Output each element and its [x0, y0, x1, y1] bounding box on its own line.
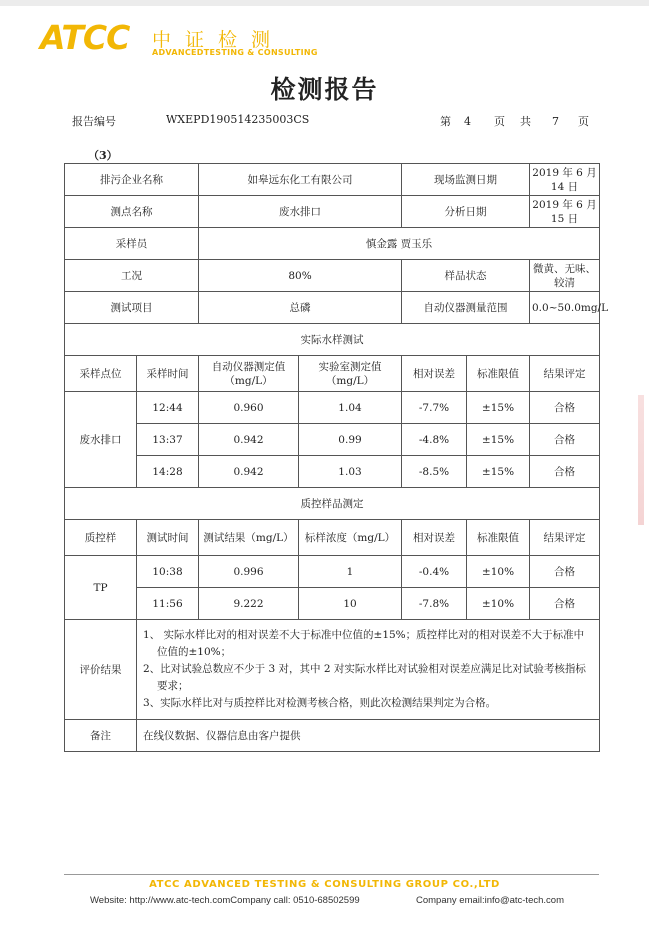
report-no-label: 报告编号 — [72, 115, 116, 128]
atcc-logo — [40, 18, 360, 62]
page-total: 7 — [552, 115, 559, 128]
water-header-lab: 实验室测定值（mg/L） — [299, 356, 402, 392]
water-limit: ±15% — [467, 424, 530, 456]
water-lab: 0.99 — [299, 424, 402, 456]
sample-state-label: 样品状态 — [402, 260, 530, 292]
logo-english-text: ADVANCEDTESTING & CONSULTING — [152, 48, 318, 57]
qc-result: 9.222 — [199, 588, 299, 620]
qc-std: 10 — [299, 588, 402, 620]
evaluation-text — [137, 620, 600, 720]
seal-edge-mark — [638, 395, 644, 525]
qc-header-error: 相对误差 — [402, 520, 467, 556]
evaluation-line: 2、比对试验总数应不少于 3 对，其中 2 对实际水样比对试验相对误差应满足比对试验考核指标要求； — [143, 663, 586, 692]
footer-divider — [64, 874, 599, 875]
point-label: 测点名称 — [65, 196, 199, 228]
section-number: （3） — [88, 149, 118, 162]
test-item-value: 总磷 — [199, 292, 402, 324]
water-header-limit: 标准限值 — [467, 356, 530, 392]
water-time: 13:37 — [137, 424, 199, 456]
report-title: 检测报告 — [270, 75, 379, 104]
qc-limit: ±10% — [467, 588, 530, 620]
water-location: 废水排口 — [65, 392, 137, 488]
analysis-date-label: 分析日期 — [402, 196, 530, 228]
qc-limit: ±10% — [467, 556, 530, 588]
water-header-location: 采样点位 — [65, 356, 137, 392]
page-ye: 页 — [494, 115, 505, 128]
page-info — [440, 113, 600, 129]
qc-result: 0.996 — [199, 556, 299, 588]
qc-eval: 合格 — [530, 556, 600, 588]
table-row — [65, 588, 600, 620]
qc-header-limit: 标准限值 — [467, 520, 530, 556]
condition-label: 工况 — [65, 260, 199, 292]
sampler-value: 慎金露 贾玉乐 — [199, 228, 600, 260]
page-di: 第 — [440, 115, 451, 128]
evaluation-line: 3、实际水样比对与质控样比对检测考核合格，则此次检测结果判定为合格。 — [143, 697, 497, 709]
qc-sample: TP — [65, 556, 137, 620]
qc-header-eval: 结果评定 — [530, 520, 600, 556]
table-row — [65, 556, 600, 588]
qc-time: 11:56 — [137, 588, 199, 620]
qc-header-time: 测试时间 — [137, 520, 199, 556]
enterprise-value: 如皋远东化工有限公司 — [199, 164, 402, 196]
water-time: 12:44 — [137, 392, 199, 424]
water-error: -7.7% — [402, 392, 467, 424]
water-auto: 0.942 — [199, 456, 299, 488]
remark-text: 在线仪数据、仪器信息由客户提供 — [137, 720, 600, 752]
qc-header-std: 标样浓度（mg/L） — [299, 520, 402, 556]
table-row — [65, 424, 600, 456]
logo-chinese-text: 中证检测 — [152, 29, 285, 51]
qc-section-title: 质控样品测定 — [65, 488, 600, 520]
monitor-date-value: 2019 年 6 月 14 日 — [530, 164, 600, 196]
water-lab: 1.04 — [299, 392, 402, 424]
qc-std: 1 — [299, 556, 402, 588]
water-result: 合格 — [530, 392, 600, 424]
monitor-date-label: 现场监测日期 — [402, 164, 530, 196]
range-label: 自动仪器测量范围 — [402, 292, 530, 324]
water-header-result: 结果评定 — [530, 356, 600, 392]
water-time: 14:28 — [137, 456, 199, 488]
range-value: 0.0~50.0mg/L — [530, 292, 600, 324]
point-value: 废水排口 — [199, 196, 402, 228]
top-scan-strip — [0, 0, 649, 6]
water-result: 合格 — [530, 424, 600, 456]
table-row — [65, 456, 600, 488]
evaluation-line: 1、 实际水样比对的相对误差不大于标准中位值的±15%；质控样比对的相对误差不大于标准中位值的±10%； — [143, 629, 585, 658]
water-limit: ±15% — [467, 392, 530, 424]
test-item-label: 测试项目 — [65, 292, 199, 324]
page-ye2: 页 — [578, 115, 589, 128]
water-header-error: 相对误差 — [402, 356, 467, 392]
qc-error: -7.8% — [402, 588, 467, 620]
page-gong: 共 — [520, 115, 531, 128]
page-num: 4 — [464, 115, 471, 128]
water-lab: 1.03 — [299, 456, 402, 488]
evaluation-label: 评价结果 — [65, 620, 137, 720]
water-result: 合格 — [530, 456, 600, 488]
water-header-auto: 自动仪器测定值（mg/L） — [199, 356, 299, 392]
water-auto: 0.960 — [199, 392, 299, 424]
footer-email: Company email:info@atc-tech.com — [416, 895, 564, 906]
analysis-date-value: 2019 年 6 月 15 日 — [530, 196, 600, 228]
qc-time: 10:38 — [137, 556, 199, 588]
table-row — [65, 392, 600, 424]
footer-website: Website: http://www.atc-tech.comCompany call: 0510-68502599 — [90, 895, 360, 906]
qc-header-result: 测试结果（mg/L） — [199, 520, 299, 556]
water-header-time: 采样时间 — [137, 356, 199, 392]
sample-state-value: 微黄、无味、较清 — [530, 260, 600, 292]
enterprise-label: 排污企业名称 — [65, 164, 199, 196]
water-section-title: 实际水样测试 — [65, 324, 600, 356]
qc-eval: 合格 — [530, 588, 600, 620]
footer-brand: ATCC ADVANCED TESTING & CONSULTING GROUP CO.,LTD — [149, 879, 500, 890]
water-error: -8.5% — [402, 456, 467, 488]
report-no: WXEPD190514235003CS — [166, 113, 310, 126]
remark-label: 备注 — [65, 720, 137, 752]
qc-header-sample: 质控样 — [65, 520, 137, 556]
water-limit: ±15% — [467, 456, 530, 488]
condition-value: 80% — [199, 260, 402, 292]
sampler-label: 采样员 — [65, 228, 199, 260]
qc-error: -0.4% — [402, 556, 467, 588]
report-table — [64, 163, 609, 752]
water-error: -4.8% — [402, 424, 467, 456]
water-auto: 0.942 — [199, 424, 299, 456]
logo-atcc-text: ATCC — [40, 18, 130, 57]
